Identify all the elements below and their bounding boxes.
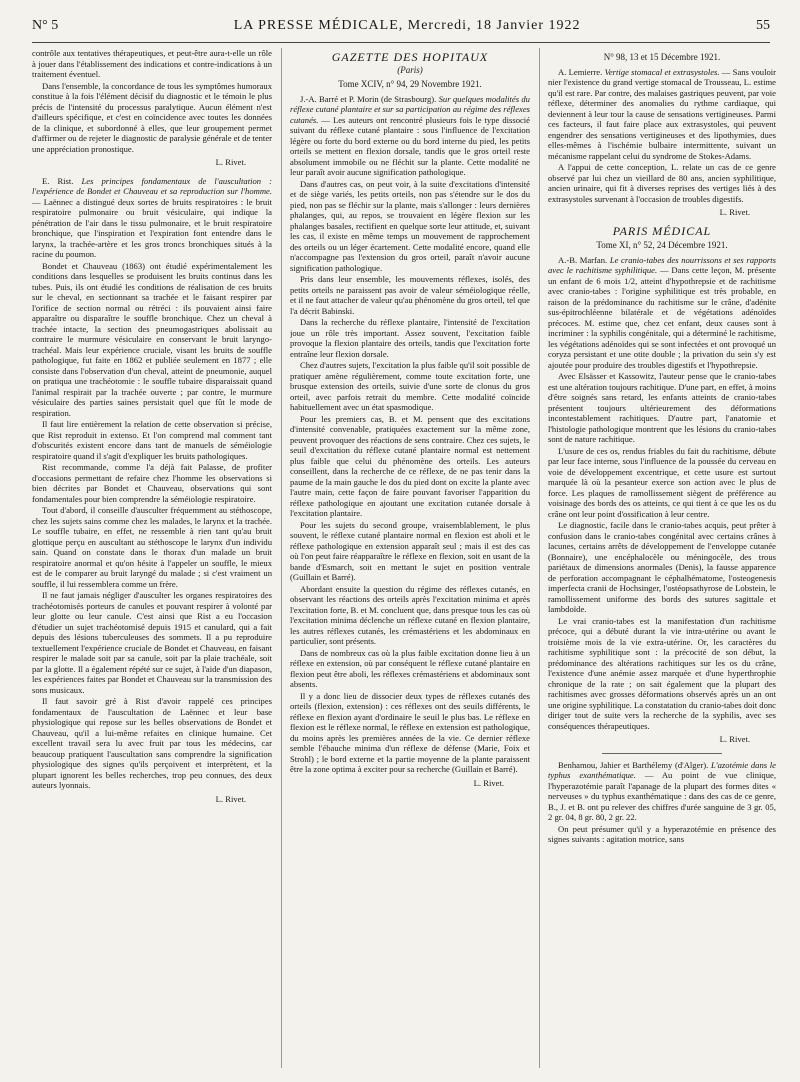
page-header: [32, 18, 770, 43]
paragraph: Rist recommande, comme l'a déjà fait Palasse, de profiter d'occasions permettant de refaire chez l'homme les observations si bien décrites par Bondet et Chauveau, observations qui sont fondamentales pour bien comprendre la séméiologie respiratoire.: [32, 462, 272, 504]
column-rule: [281, 48, 282, 1068]
paragraph: Il faut lire entièrement la relation de cette observation si précise, que Rist reproduit in extenso. Et l'on comprend mal comment tant d'obscurités existent encore dans tant de manuels de séméiologie respiratoire quand il s'agit d'expliquer les bruits pathologiques.: [32, 419, 272, 461]
journal-title: LA PRESSE MÉDICALE, Mercredi, 18 Janvier 1922: [233, 18, 581, 33]
paragraph: Dans la recherche du réflexe plantaire, l'intensité de l'excitation joue un rôle très important. Assez souvent, l'excitation faible provoque la flexion plantaire des orteils, tandis que l'excitation forte entraîne leur flexion dorsale.: [290, 317, 530, 359]
column-1: [32, 48, 272, 1070]
article-author: A.-B. Marfan.: [558, 254, 608, 265]
article-title: Les principes fondamentaux de l'auscultation : l'expérience de Bondet et Chauveau et sa reproduction sur l'homme.: [32, 175, 272, 196]
article-place: (d'Alger).: [675, 759, 709, 770]
article-title: Vertige stomacal et extrasystoles.: [604, 66, 720, 77]
article-title: L'azotémie dans le typhus exanthématique.: [548, 759, 776, 780]
paragraph: Il y a donc lieu de dissocier deux types de réflexes cutanés des orteils (flexion, extension) : ces réflexes ont des seuils différents, le réflexe en flexion ayant d'ordinaire le seuil le plus bas. Le réflexe en flexion est le réflexe normal, le réflexe en extension est pathologique, du moins après les premières années de la vie. Ce dernier réflexe semble l'ébauche minima d'un réflexe de défense (Marie, Foix et Strohl) ; le bord externe et la partie moyenne de la plante paraissent être la zone optima à exciter pour sa recherche (Guillain et Barré).: [290, 690, 530, 774]
paragraph: Le vrai cranio-tabes est la manifestation d'un rachitisme précoce, qui a débuté durant la vie intra-utérine ou avant le troisième mois de la vie extra-utérine. Or, les caractères du rachitisme syphilitique sont : la précocité de son début, la prédominance des altérations rachitiques sur les os du crâne, l'existence d'une anémie assez marquée et d'une hyperthrophie chronique de la rate ; on sait également que la plupart des rachitismes avec grosses déformations observés après un an ont une origine syphilitique. La constatation du cranio-tabes doit donc diriger tout de suite vers la recherche de la syphilis, avec ses conséquences thérapeutiques.: [548, 615, 776, 731]
tome-line: Tome XI, n° 52, 24 Décembre 1921.: [596, 240, 728, 250]
paragraph: contrôle aux tentatives thérapeutiques, et peut-être aura-t-elle un rôle à jouer dans l'établissement des indications et contre-indications à un traitement éventuel.: [32, 48, 272, 79]
paragraph: A l'appui de cette conception, L. relate un cas de ce genre observé par lui chez un vieillard de 80 ans, ancien syphilitique, ancien urinaire, qui fit à diverses reprises des vertiges liés à des extrasystoles survenant à l'occasion de troubles digestifs.: [548, 162, 776, 204]
article-paragraph: [290, 94, 530, 178]
paragraph: Dans d'autres cas, on peut voir, à la suite d'excitations d'intensité et de siège variés, les petits orteils, non pas s'étendre sur le dos du pied, non pas se fléchir sur la plante, mais s'allonger : leurs dernières phalanges, qui, au repos, se trouvaient en légère flexion sur les phalanges basales, rectifient en quelque sorte leur attitude, et, suivant les cas, il existe en même temps un mouvement de rapprochement des orteils ou un léger écartement. Cette modalité encore, quand elle n'accompagne pas l'extension du gros orteil, paraît n'avoir aucune signification pathologique.: [290, 178, 530, 273]
paragraph-text: — Les auteurs ont rencontré plusieurs fois le type dissocié suivant du réflexe cutané plantaire : sous l'influence de l'excitation légère ou forte du bord externe ou du bord interne du pied, les petits orteils se mettent en flexion dorsale, tandis que le gros orteil reste absolument immobile ou ne fléchit sur la plante. Cette modalité ne leur paraît avoir aucune signification pathologique.: [290, 114, 530, 177]
paragraph: Pour les sujets du second groupe, vraisemblablement, le plus souvent, le réflexe cutané plantaire normal en flexion est aboli et le réflexe pathologique en extension apparaît seul ; mais il est des cas où l'on peut faire réapparaître le réflexe en flexion, soit en usant de la bande d'Esmarch, soit en mettant le sujet en position ventrale (Guillain et Barré).: [290, 519, 530, 582]
article-paragraph: [548, 760, 776, 823]
article-author: J.-A. Barré et P. Morin: [300, 93, 379, 104]
paragraph-text: — Dans cette leçon, M. présente un enfant de 6 mois 1/2, atteint d'hypothrepsie et de rachitisme avec cranio-tabes : l'origine syphilitique est très probable, en raison de la prédominance du rachitisme sur le crâne, d'adénite sus-épitrochléenne bilatérale et de végétations adénoïdes précoces. M. estime que, chez cet enfant, deux causes sont à incriminer : la syphilis congénitale, qui a déterminé le rachitisme, les végétations adénoïdes qui se sont infectées et ont provoqué un coryza persistant et une otite double ; la privation du sein s'y est ajoutée pour produire des troubles digestifs et l'hypothrepsie.: [548, 265, 776, 370]
article-paragraph: [32, 176, 272, 260]
article-paragraph: [548, 67, 776, 162]
signature: L. Rivet.: [215, 793, 246, 804]
tome-line: Tome XCIV, n° 94, 29 Novembre 1921.: [338, 79, 482, 89]
article-author: Benhamou, Jahier et Barthélemy: [558, 759, 673, 770]
signature: L. Rivet.: [719, 207, 750, 217]
section-subheading: (Paris): [397, 64, 423, 75]
paragraph-text: — Sans vouloir nier l'existence du grand vertige stomacal de Trousseau, L. estime qu'il est rare. Par contre, des malaises gastriques peuvent, par voie réflexe, déterminer des anomalies du rythme cardiaque, qui deviennent à leur tour la cause de sensations vertigineuses. Parmi ces facteurs, il faut faire place aux extrasystoles, qui peuvent engendrer des sensations vertigineuses et des lipothymies, dues elles-mêmes à l'ischémie bulbaire intermittente, suivant un mécanisme rappelant celui du syndrome de Stokes-Adams.: [548, 66, 776, 161]
paragraph: Il ne faut jamais négliger d'ausculter les organes respiratoires des trachéotomisés porteurs de canules et pouvant respirer à volonté par leur glotte ou leur canule. C'est ainsi que Rist a eu l'occasion d'étudier un sujet trachéotomisé depuis 1915 et canulard, qui a fait depuis des lésions tuberculeuses des sommets. Il a pu reproduire textuellement l'expérience cruciale de Bondet et Chauveau, en faisant respirer le malade soit par sa canule, soit par la plaie trachéale, soit par la glotte. Il a également répété sur ce sujet, à l'aide d'un diapason, les expériences faites par Bondet et Chauveau sur la transmission des sons musicaux.: [32, 590, 272, 695]
paragraph: Avec Elsässer et Kassowitz, l'auteur pense que le cranio-tabes est une altération toujours rachitique. D'une part, en effet, à moins d'être soignés sans retard, les enfants atteints de cranio-tabes présentent toujours ultérieurement des déformations incontestablement rachitiques. D'autre part, l'anatomie et l'histologie pathologique montrent que les lésions du cranio-tabes sont de nature rachitique.: [548, 371, 776, 444]
paragraph: On peut présumer qu'il y a hyperazotémie en présence des signes suivants : agitation motrice, sans: [548, 823, 776, 844]
paragraph: Dans l'ensemble, la concordance de tous les symptômes humoraux constitue à la fois l'élément décisif du diagnostic et le témoin le plus précis de l'intensité du processus paralytique. Aucun élément n'est d'ailleurs spécifique, et c'est en coïncidence avec toutes les données de la clinique, et subordonné à elles, que leur groupement permet d'affirmer ou de rejeter le diagnostic de paralysie générale et de tenter une appréciation pronostique.: [32, 80, 272, 154]
paragraph-text: — Au point de vue clinique, l'hyperazotémie paraît l'apanage de la plupart des formes dites « nerveuses » du typhus exanthématique : dans des cas de ce genre, B., J. et B. ont pu relever des chiffres d'urée sanguine de 3 gr. 05, 2 gr. 04, 8 gr. 80, 2 gr. 22.: [548, 770, 776, 822]
paragraph: Chez d'autres sujets, l'excitation la plus faible qu'il soit possible de pratiquer amène régulièrement, comme toute excitation forte, une brusque extension des orteils, suivie d'une sorte de clonus du gros orteil, avec parfois retrait du membre. Cette modalité coïncide habituellement avec un état spasmodique.: [290, 360, 530, 412]
paragraph-text: — Laënnec a distingué deux sortes de bruits respiratoires : le bruit respiratoire pulmonaire ou bruit vésiculaire, qui indique la pénétration de l'air dans le tissu pulmonaire, et le bruit respiratoire bronchique, que l'inspiration et l'expiration font entendre dans le larynx, la trachée-artère et les gros troncs bronchiques situés à la racine du poumon.: [32, 196, 272, 259]
signature: L. Rivet.: [473, 777, 504, 788]
signature: L. Rivet.: [215, 157, 246, 167]
section-heading: PARIS MÉDICAL: [612, 223, 712, 238]
signature: L. Rivet.: [719, 734, 750, 744]
paragraph: Bondet et Chauveau (1863) ont étudié expérimentalement les conditions dans lesquelles se produisent les bruits continus dans les tubes. Puis, ils ont étudié les conditions de réalisation de ces bruits sur le cheval, en sectionnant sa trachée et le faisant respirer par l'orifice de section normal ou rétréci : ils pouvaient ainsi faire apparaître ou disparaître le souffle bronchique. Chez un cheval à trachée intacte, la section des pneumogastriques abolissait au contraire le murmure vésiculaire en conservant le bruit laryngo-trachéal. Mais leur expérience cruciale, visant les bruits de souffle pathologique, fut faite en 1862 et publiée seulement en 1877 ; elle consiste dans l'observation d'un cheval, atteint de pneumonie, auquel on pratiqua une trachéotomie : le souffle tubaire disparaissait quand l'animal respirait par la trachée ouverte ; par contre, le murmure vésiculaire des parties saines persistait quel que fût le mode de respiration.: [32, 260, 272, 418]
paragraph: Dans de nombreux cas où la plus faible excitation donne lieu à un réflexe en extension, où par conséquent le réflexe cutané plantaire en flexion peut être aboli, les réflexes crémastériens et abdominaux sont absents.: [290, 647, 530, 689]
tome-line: N° 98, 13 et 15 Décembre 1921.: [603, 52, 721, 62]
paragraph: Abordant ensuite la question du régime des réflexes cutanés, en observant les réactions des orteils après l'excitation minima et après l'excitation forte, B. et M. concluent que, dans presque tous les cas où l'excitation minima déclenche un réflexe cutané en flexion plantaire, les autres réflexes cutanés, les crémastériens et les abdominaux en particulier, sont présents.: [290, 583, 530, 646]
column-rule: [539, 48, 540, 1068]
article-place: (de Strasbourg).: [380, 93, 437, 104]
column-2: [290, 48, 530, 1070]
paragraph: Pour les premiers cas, B. et M. pensent que des excitations d'intensité convenable, pratiquées exactement sur la même zone, peuvent provoquer des réactions de sens contraire. Chez ces sujets, le seuil d'excitation du réflexe cutané plantaire normal est nettement plus faible que celui du phénomène des orteils. Les auteurs conseillent, dans la recherche de ce réflexe, de ne pas tenir dans la paume de la main gauche le dos du pied dont on excite la plante avec l'autre main, cette façon de faire pouvant favoriser l'apparition du réflexe pathologique en ajoutant une excitation cutanée dorsale à l'excitation plantaire.: [290, 413, 530, 518]
issue-number: N° 5: [32, 18, 59, 33]
paragraph: Le diagnostic, facile dans le cranio-tabes acquis, peut prêter à confusion dans le cranio-tabes congénital avec certains crânes à lacunes, certains arrêts de développement de l'enveloppe cutanée (Bonnaire), une encéphalocèle ou méningocèle, des trous pariétaux de dimensions anormales (Denis), la fausse apparence de perforation accompagnant le céphalhématome, l'osteogenesis imperfecta cranii de Hochsinger, l'ostéopsathyrose de Lobstein, le ramollissement uniforme des bords des sutures sagittale et lambdoïde.: [548, 520, 776, 614]
section-heading: GAZETTE DES HOPITAUX: [331, 50, 489, 64]
column-3: [548, 48, 776, 1070]
article-author: A. Lemierre.: [558, 66, 603, 77]
paragraph: Pris dans leur ensemble, les mouvements réflexes, isolés, des petits orteils ne paraissent pas avoir de valeur séméiologique réelle, et il ne faut attacher de valeur qu'au phénomène du gros orteil, tel que l'a décrit Babinski.: [290, 274, 530, 316]
separator-rule: [602, 753, 722, 754]
paragraph: Il faut savoir gré à Rist d'avoir rappelé ces principes fondamentaux de l'auscultation de Laënnec et leur base physiologique qui repose sur les belles observations de Bondet et Chauveau, qu'il a lui-même refaites en clinique humaine. Cet excellent travail sera lu avec fruit par tous les médecins, car beaucoup pratiquent l'auscultation sans comprendre la signification physiologique des signes qu'ils perçoivent et interprètent, et la plupart ignorent les belles recherches, trop peu connues, des deux auteurs lyonnais.: [32, 696, 272, 790]
page-number: 55: [756, 18, 770, 33]
paragraph: Tout d'abord, il conseille d'ausculter fréquemment au stéthoscope, chez les sujets sains comme chez les malades, le larynx et la trachée. Le souffle tubaire, en effet, ne ressemble à rien tant qu'au bruit glottique perçu en auscultant au stéthoscope le larynx d'un individu sain. Quand on constate dans le thorax d'un malade un bruit respiratoire anormal et qu'on hésite à l'appeler un souffle, le mieux est de le comparer au bruit laryngé du malade ; si c'est vraiment un souffle, il lui ressemblera comme un frère.: [32, 505, 272, 589]
paragraph: L'usure de ces os, rendus friables du fait du rachitisme, débute par leur face interne, sous l'influence de la poussée du cerveau en voie de développement excentrique, et cette usure est surtout marquée là où la pesanteur exerce son action avec le plus de force. Les plaques de ramollissement siègent de préférence au voisinage des bords des os atteints, ce qui tient à ce que les os du crâne ont leur point d'ossification à leur centre.: [548, 445, 776, 519]
article-title: Le cranio-tabes des nourrissons et ses rapports avec le rachitisme syphilitique.: [548, 254, 776, 275]
article-title: Sur quelques modalités du réflexe cutané plantaire et sur sa participation au régime des réflexes cutanés.: [290, 93, 530, 125]
article-author: E. Rist.: [42, 175, 74, 186]
article-paragraph: [548, 255, 776, 371]
